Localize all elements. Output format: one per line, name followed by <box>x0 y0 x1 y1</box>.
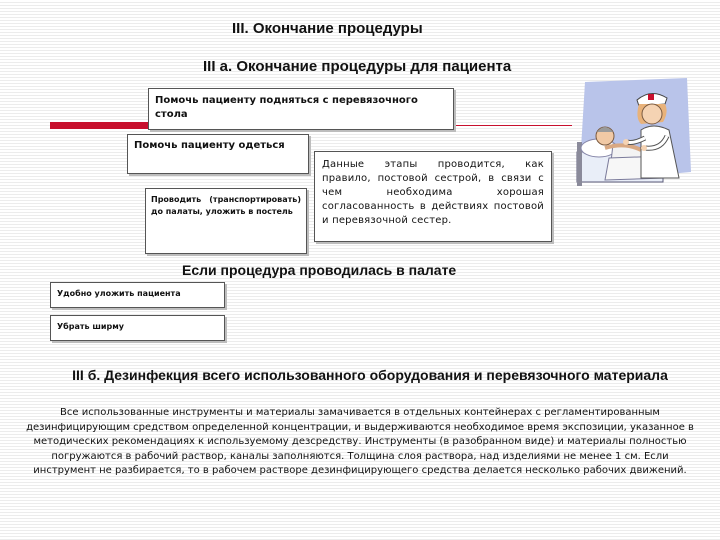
nurse-with-patient-clipart-icon <box>575 78 693 190</box>
step-help-get-up: Помочь пациенту подняться с перевязочного стола <box>148 88 454 130</box>
disinfection-title: III б. Дезинфекция всего использованного оборудования и перевязочного материала <box>72 367 668 383</box>
disinfection-body: Все использованные инструменты и материалы замачивается в отдельных контейнерах с регламентированным дезинфицирующим средством определенной концентрации, и выдерживаются необходимое время экспозиции, указанное в методических рекомендациях к используемому дезсредству. Инструменты (в разобранном виде) и материалы полностью погружаются в рабочий раствор, каналы заполняются. Толщина слоя раствора, над изделиями не менее 1 см. Если инструмент не разбирается, то в рабочем растворе дезинфицирующего средства делается несколько рабочих движений. <box>26 407 694 476</box>
ward-item-lay-patient: Удобно уложить пациента <box>50 282 225 308</box>
step-help-dress: Помочь пациенту одеться <box>127 134 309 174</box>
step-escort-to-ward: Проводить (транспортировать) до палаты, уложить в постель <box>145 188 307 254</box>
ward-section-heading: Если процедура проводилась в палате <box>182 262 457 278</box>
page-subtitle: III а. Окончание процедуры для пациента <box>203 58 512 75</box>
note-box: Данные этапы проводится, как правило, постовой сестрой, в связи с чем необходима хорошая согласованность в действиях постовой и перевязочной сестер. <box>314 151 552 242</box>
ward-item-remove-screen: Убрать ширму <box>50 315 225 341</box>
page-title: III. Окончание процедуры <box>232 20 423 37</box>
